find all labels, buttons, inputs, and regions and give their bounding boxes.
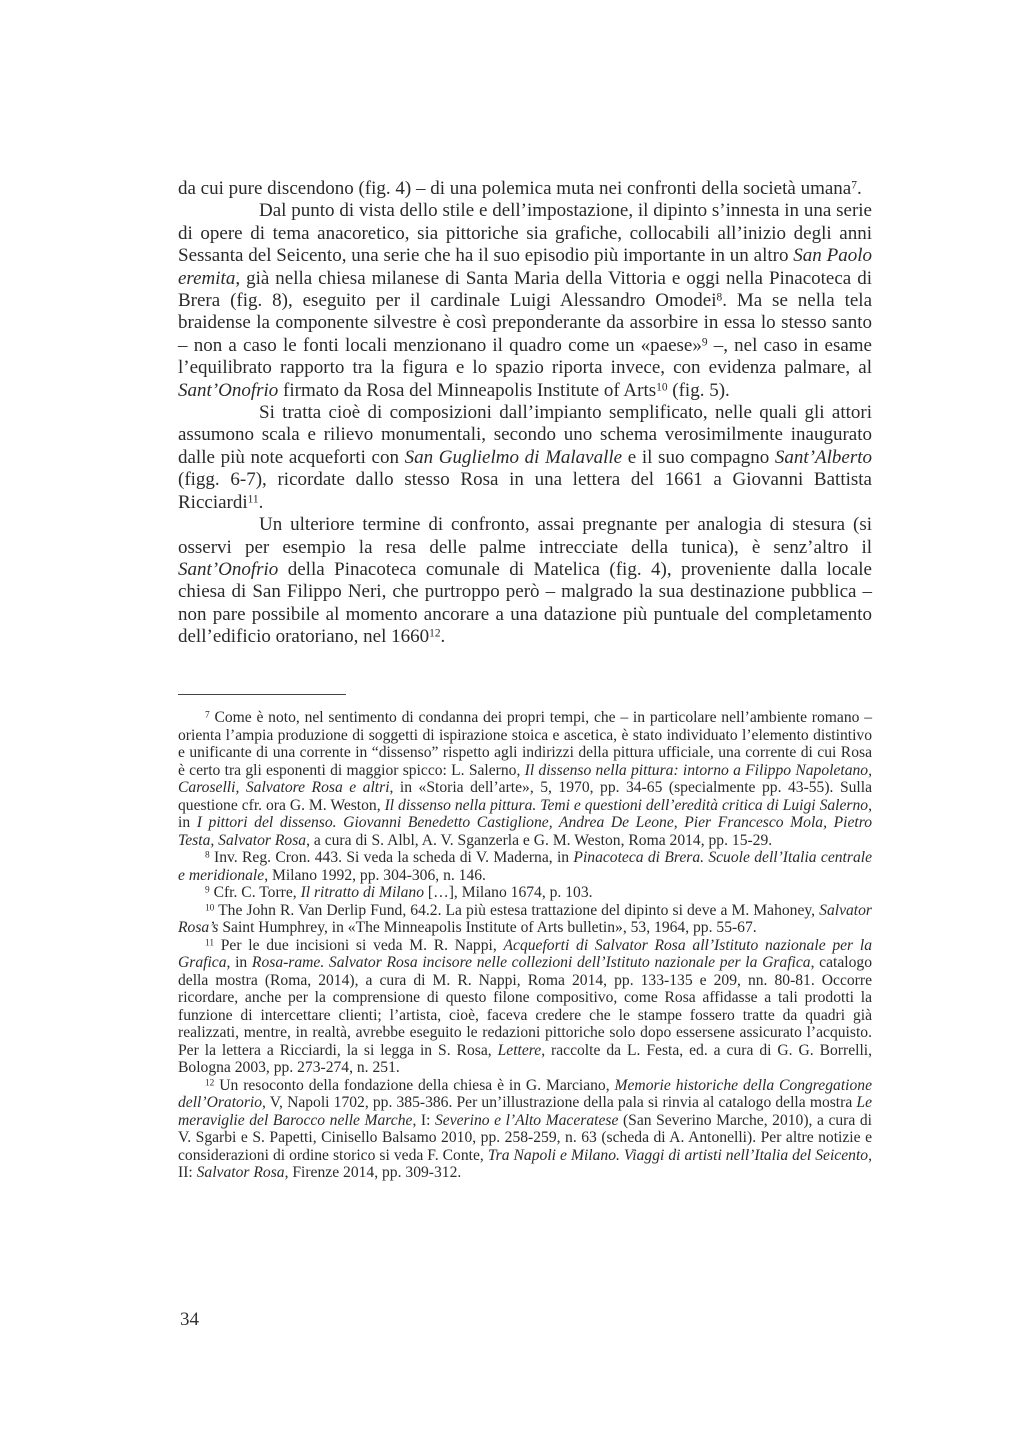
text-run: Per le due incisioni si veda M. R. Nappi, <box>214 936 504 954</box>
footnote-10 <box>178 902 872 937</box>
citation-title: Severino e l’Alto Maceratese <box>434 1111 619 1129</box>
artwork-title: Sant’Onofrio <box>178 558 279 580</box>
footnote-8 <box>178 849 872 884</box>
text-run: , in <box>178 796 872 831</box>
footnote-11 <box>178 937 872 1077</box>
text-run: (figg. 6-7), ricordate dallo stesso Rosa in una lettera del 1661 a Giovanni Battista Ricciardi <box>178 469 872 513</box>
citation-title: Salvator Rosa’s <box>178 901 872 936</box>
citation-title: Tra Napoli e Milano. Viaggi di artisti nell’Italia del Seicento <box>487 1146 869 1164</box>
footnote-ref-7[interactable]: 7 <box>851 179 857 192</box>
footnote-number: 8 <box>205 850 210 861</box>
footnote-number: 11 <box>205 937 215 948</box>
text-run: Come è noto, nel sentimento di condanna dei propri tempi, che – in particolare nell’ambiente romano – orienta l’ampia produzione di soggetti di ispirazione stoica e ascetica, è stato individuato l’elemento distintivo e unificante di una corrente in “dissenso” rispetto agli indirizzi della pittura ufficiale, una corrente di cui Rosa è certo tra gli esponenti di maggior spicco: L. Salerno, <box>178 709 872 779</box>
citation-title: Il ritratto di Milano <box>300 884 425 901</box>
text-run: , Firenze 2014, pp. 309-312. <box>284 1164 462 1181</box>
footnote-ref-8[interactable]: 8 <box>716 291 723 304</box>
footnote-number: 7 <box>205 710 210 721</box>
citation-title: Il dissenso nella pittura. Temi e questioni dell’eredità critica di Luigi Salerno <box>384 796 869 814</box>
text-run: , già nella chiesa milanese di Santa Maria della Vittoria e oggi nella Pinacoteca di Brera (fig. 8), eseguito per il cardinale Luigi Alessandro Omodei <box>178 267 872 312</box>
citation-title: Memorie historiche della Congregatione dell’Oratorio <box>178 1076 872 1111</box>
text-run: Si tratta cioè di composizioni dall’impianto semplificato, nelle quali gli attori assumono scala e rilievo monumentali, secondo uno schema verosimilmente inaugurato dalle più note acqueforti con <box>178 402 872 468</box>
text-run: Inv. Reg. Cron. 443. Si veda la scheda di V. Maderna, in <box>209 849 574 866</box>
paragraph-1 <box>178 178 872 200</box>
citation-title: Rosa-rame. Salvator Rosa incisore nelle collezioni dell’Istituto nazionale per la Grafica <box>251 954 811 971</box>
text-run: […], Milano 1674, p. 103. <box>424 884 593 901</box>
page-number: 34 <box>180 1309 199 1330</box>
footnote-7 <box>178 709 872 849</box>
paragraph-3 <box>178 402 872 514</box>
footnote-ref-10[interactable]: 10 <box>656 380 668 393</box>
footnote-12 <box>178 1077 872 1182</box>
text-run: (fig. 5). <box>667 379 730 401</box>
citation-title: Lettere <box>497 1041 542 1059</box>
text-run: . <box>856 178 862 199</box>
text-run: , I: <box>412 1111 435 1129</box>
citation-title: Pinacoteca di Brera. Scuole dell’Italia centrale e meridionale <box>178 849 872 884</box>
main-text <box>178 178 872 649</box>
text-run: (San Severino Marche, 2010), a cura di V. Sgarbi e S. Papetti, Cinisello Balsamo 2010, pp. 258-259, n. 63 (scheda di A. Antonelli). Per altre notizie e considerazioni di ordine storico si veda F. Conte, <box>178 1111 872 1164</box>
artwork-title: San Guglielmo di Malavalle <box>404 446 623 468</box>
text-run: , catalogo della mostra (Roma, 2014), a cura di M. R. Nappi, Roma 2014, pp. 133-135 e 209, nn. 80-81. Occorre ricordare, anche per la comprensione di questo filone compositivo, come Rosa affidasse a tali prodotti la funzione di intercettare clienti; l’artista, cioè, faceva credere che le stampe fossero tratte da quadri già realizzati, mentre, in realtà, avrebbe eseguito le redazioni pittoriche solo dopo essersene assicurato l’acquisto. Per la lettera a Ricciardi, la si legga in S. Rosa, <box>178 954 872 1059</box>
citation-title: I pittori del dissenso. Giovanni Benedetto Castiglione, Andrea De Leone, Pier Francesco Mola, Pietro Testa, Salvator Rosa <box>178 814 872 849</box>
footnote-number: 9 <box>205 885 210 896</box>
text-run: . Ma se nella tela braidense la componente silvestre è così preponderante da assorbire in essa lo stesso santo – non a caso le fonti locali menzionano il quadro come un «paese» <box>178 290 872 356</box>
text-run: della Pinacoteca comunale di Matelica (fig. 4), proveniente dalla locale chiesa di San Filippo Neri, che purtroppo però – malgrado la sua destinazione pubblica – non pare possibile al momento ancorare a una datazione più puntuale del completamento dell’edificio oratoriano, nel 1660 <box>178 558 872 648</box>
text-run: . <box>440 626 446 648</box>
citation-title: Le meraviglie del Barocco nelle Marche <box>178 1094 872 1129</box>
text-run: The John R. Van Derlip Fund, 64.2. La più estesa trattazione del dipinto si deve a M. Mahoney, <box>214 901 820 919</box>
artwork-title: Sant’Alberto <box>774 446 873 468</box>
text-run: da cui pure discendono (fig. 4) – di una polemica muta nei confronti della società umana <box>178 178 852 199</box>
text-run: Cfr. C. Torre, <box>209 884 301 901</box>
text-run: , a cura di S. Albl, A. V. Sganzerla e G. M. Weston, Roma 2014, pp. 15-29. <box>306 831 773 849</box>
citation-title: Acqueforti di Salvator Rosa all’Istituto nazionale per la Grafica <box>178 936 872 971</box>
footnote-separator <box>178 694 346 695</box>
paragraph-2 <box>178 200 872 402</box>
text-run: –, nel caso in esame l’equilibrato rapporto tra la figura e lo spazio riporta invece, con evidenza palmare, al <box>178 334 872 379</box>
footnote-9 <box>178 884 872 902</box>
text-run: , II: <box>178 1146 872 1181</box>
paragraph-4 <box>178 514 872 648</box>
text-run: , in <box>226 954 252 971</box>
citation-title: Il dissenso nella pittura: intorno a Filippo Napoletano, Caroselli, Salvatore Rosa e altri <box>178 761 872 796</box>
text-run: firmato da Rosa del Minneapolis Institute of Arts <box>278 379 657 401</box>
text-run: Un resoconto della fondazione della chiesa è in G. Marciano, <box>214 1076 615 1094</box>
citation-title: Salvator Rosa <box>196 1164 285 1181</box>
artwork-title: Sant’Onofrio <box>178 379 279 401</box>
text-run: , raccolte da L. Festa, ed. a cura di G. G. Borrelli, Bologna 2003, pp. 273-274, n. 251. <box>178 1041 873 1076</box>
footnote-number: 12 <box>205 1077 215 1088</box>
text-run: , in «Storia dell’arte», 5, 1970, pp. 34-65 (specialmente pp. 43-55). Sulla questione cfr. ora G. M. Weston, <box>178 779 872 814</box>
footnote-ref-9[interactable]: 9 <box>701 336 708 349</box>
text-run: . <box>258 491 264 513</box>
footnote-number: 10 <box>205 902 215 913</box>
text-run: e il suo compagno <box>622 446 775 468</box>
footnote-ref-12[interactable]: 12 <box>429 627 441 640</box>
text-run: Un ulteriore termine di confronto, assai pregnante per analogia di stesura (si osservi per esempio la resa delle palme intrecciate della tunica), è senz’altro il <box>178 514 872 558</box>
text-run: , Milano 1992, pp. 304-306, n. 146. <box>264 866 486 884</box>
text-run: Saint Humphrey, in «The Minneapolis Institute of Arts bulletin», 53, 1964, pp. 55-67. <box>218 919 757 936</box>
footnotes <box>178 709 872 1182</box>
artwork-title: San Paolo eremita <box>178 245 872 289</box>
text-run: , V, Napoli 1702, pp. 385-386. Per un’illustrazione della pala si rinvia al catalogo della mostra <box>262 1094 857 1111</box>
text-run: Dal punto di vista dello stile e dell’impostazione, il dipinto s’innesta in una serie di opere di tema anacoretico, sia pittoriche sia grafiche, collocabili all’inizio degli anni Sessanta del Seicento, una serie che ha il suo episodio più importante in un altro <box>178 200 872 267</box>
footnote-ref-11[interactable]: 11 <box>247 493 259 505</box>
